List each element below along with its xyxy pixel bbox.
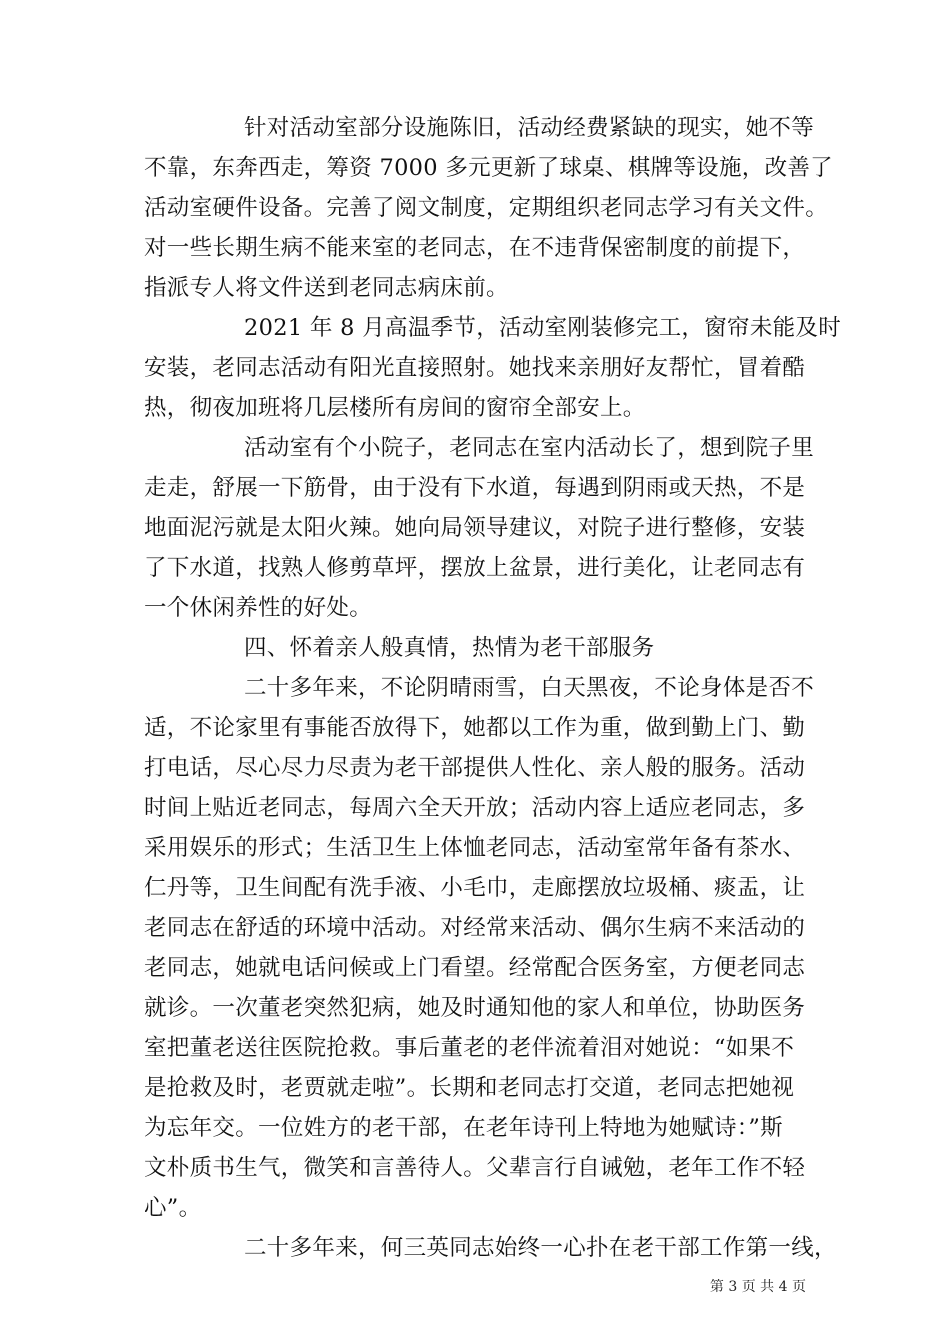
text-line: 地面泥污就是太阳火辣。她向局领导建议，对院子进行整修，安装 (144, 515, 806, 541)
text-line: 文朴质书生气，微笑和言善待人。父辈言行自诫勉，老年工作不轻 (144, 1155, 806, 1181)
text-line: 室把董老送往医院抢救。事后董老的老伴流着泪对她说：“如果不 (144, 1035, 795, 1061)
section-heading: 四、怀着亲人般真情，热情为老干部服务 (244, 635, 655, 661)
text-line: 不靠，东奔西走，筹资 7000 多元更新了球桌、棋牌等设施，改善了 (144, 155, 833, 181)
text-line: 走走，舒展一下筋骨，由于没有下水道，每遇到阴雨或天热，不是 (144, 475, 806, 501)
text-line: 2021 年 8 月高温季节，活动室刚装修完工，窗帘未能及时 (244, 315, 842, 341)
text-line: 老同志在舒适的环境中活动。对经常来活动、偶尔生病不来活动的 (144, 915, 806, 941)
text-line: 适，不论家里有事能否放得下，她都以工作为重，做到勤上门、勤 (144, 715, 806, 741)
text-line: 一个休闲养性的好处。 (144, 595, 373, 621)
text-line: 时间上贴近老同志，每周六全天开放；活动内容上适应老同志，多 (144, 795, 806, 821)
text-line: 活动室硬件设备。完善了阅文制度，定期组织老同志学习有关文件。 (144, 195, 829, 221)
page-number-footer: 第 3 页 共 4 页 (709, 1279, 806, 1295)
text-line: 安装，老同志活动有阳光直接照射。她找来亲朋好友帮忙，冒着酷 (144, 355, 806, 381)
text-line: 二十多年来，何三英同志始终一心扑在老干部工作第一线， (244, 1235, 837, 1261)
text-line: 心”。 (144, 1195, 202, 1221)
text-line: 打电话，尽心尽力尽责为老干部提供人性化、亲人般的服务。活动 (144, 755, 806, 781)
text-line: 采用娱乐的形式；生活卫生上体恤老同志，活动室常年备有茶水、 (144, 835, 806, 861)
text-line: 二十多年来，不论阴晴雨雪，白天黑夜，不论身体是否不 (244, 675, 815, 701)
text-line: 老同志，她就电话问候或上门看望。经常配合医务室，方便老同志 (144, 955, 806, 981)
text-line: 仁丹等，卫生间配有洗手液、小毛巾，走廊摆放垃圾桶、痰盂，让 (144, 875, 806, 901)
text-line: 活动室有个小院子，老同志在室内活动长了，想到院子里 (244, 435, 815, 461)
text-line: 对一些长期生病不能来室的老同志，在不违背保密制度的前提下， (144, 235, 806, 261)
text-line: 是抢救及时，老贾就走啦”。长期和老同志打交道，老同志把她视 (144, 1075, 795, 1101)
text-line: 针对活动室部分设施陈旧，活动经费紧缺的现实，她不等 (244, 115, 815, 141)
text-line: 了下水道，找熟人修剪草坪，摆放上盆景，进行美化，让老同志有 (144, 555, 806, 581)
text-line: 为忘年交。一位姓方的老干部，在老年诗刊上特地为她赋诗：”斯 (144, 1115, 783, 1141)
text-line: 就诊。一次董老突然犯病，她及时通知他的家人和单位，协助医务 (144, 995, 806, 1021)
text-line: 指派专人将文件送到老同志病床前。 (144, 275, 509, 301)
text-line: 热，彻夜加班将几层楼所有房间的窗帘全部安上。 (144, 395, 646, 421)
